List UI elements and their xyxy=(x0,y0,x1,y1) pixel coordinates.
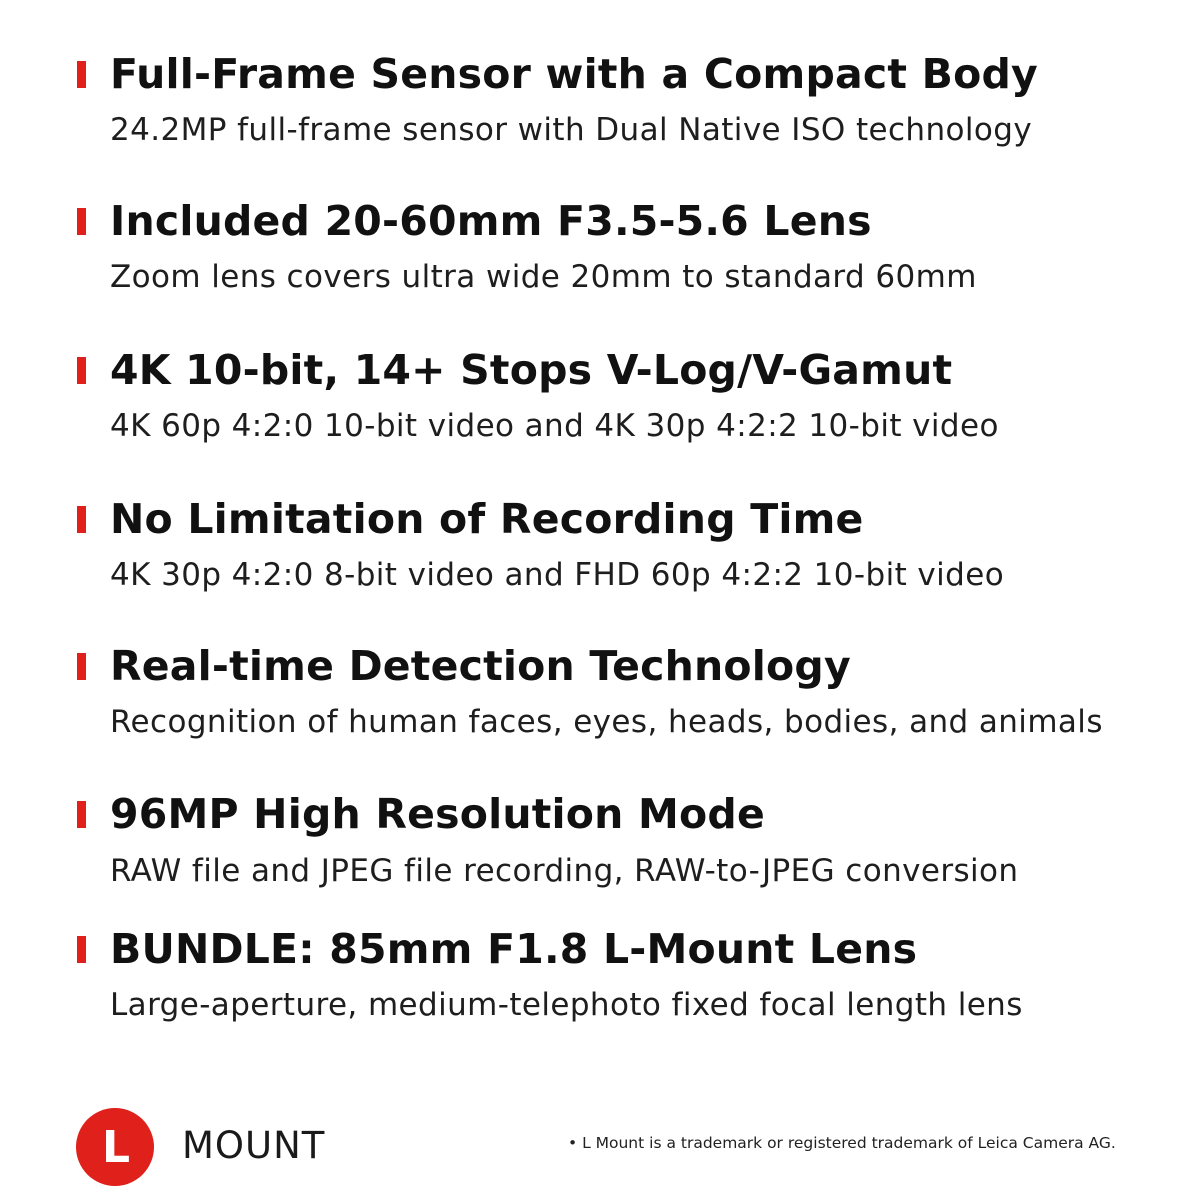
feature-title: Real-time Detection Technology xyxy=(110,642,851,690)
red-bullet-icon xyxy=(77,506,86,533)
feature-title: Full-Frame Sensor with a Compact Body xyxy=(110,50,1038,98)
feature-title: 4K 10-bit, 14+ Stops V-Log/V-Gamut xyxy=(110,346,953,394)
feature-description: 4K 60p 4:2:0 10-bit video and 4K 30p 4:2:2 10-bit video xyxy=(110,408,999,444)
feature-description: RAW file and JPEG file recording, RAW-to-JPEG conversion xyxy=(110,853,1019,889)
red-bullet-icon xyxy=(77,653,86,680)
trademark-footnote: • L Mount is a trademark or registered trademark of Leica Camera AG. xyxy=(568,1134,1116,1152)
feature-description: Large-aperture, medium-telephoto fixed focal length lens xyxy=(110,987,1023,1023)
feature-title: BUNDLE: 85mm F1.8 L-Mount Lens xyxy=(110,925,918,973)
feature-title: 96MP High Resolution Mode xyxy=(110,790,765,838)
feature-description: Recognition of human faces, eyes, heads, bodies, and animals xyxy=(110,704,1103,740)
mount-label: MOUNT xyxy=(182,1124,326,1167)
feature-description: Zoom lens covers ultra wide 20mm to standard 60mm xyxy=(110,259,977,295)
l-mount-logo-icon xyxy=(75,1107,155,1187)
feature-description: 4K 30p 4:2:0 8-bit video and FHD 60p 4:2:2 10-bit video xyxy=(110,557,1005,593)
red-bullet-icon xyxy=(77,936,86,963)
feature-title: No Limitation of Recording Time xyxy=(110,495,864,543)
feature-description: 24.2MP full-frame sensor with Dual Native ISO technology xyxy=(110,112,1033,148)
red-bullet-icon xyxy=(77,61,86,88)
red-bullet-icon xyxy=(77,208,86,235)
red-bullet-icon xyxy=(77,357,86,384)
red-bullet-icon xyxy=(77,801,86,828)
logo-letter: L xyxy=(101,1122,131,1173)
feature-title: Included 20-60mm F3.5-5.6 Lens xyxy=(110,197,872,245)
